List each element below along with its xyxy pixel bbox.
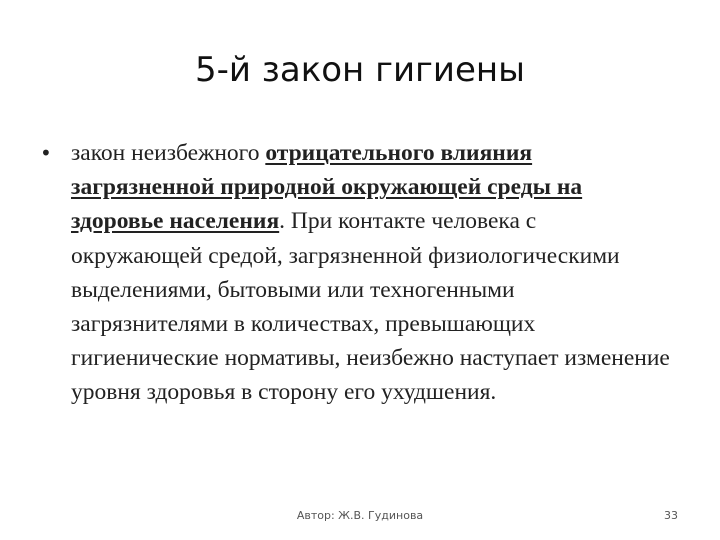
footer-author: Автор: Ж.В. Гудинова (296, 509, 424, 522)
text-continuation: . При контакте человека с окружающей средой, загрязненной физиологическими выделениями, бытовыми или техногенными загрязнителями в количествах, превышающих гигиенические нормативы, неизбежно наступает изменение уровня здоровья в сторону его ухудшения. (71, 208, 670, 406)
bullet-icon: • (40, 141, 52, 165)
bullet-text (71, 136, 671, 410)
text-intro: закон неизбежного (71, 140, 266, 166)
slide-title: 5-й закон гигиены (194, 50, 525, 90)
bullet-item (40, 136, 680, 410)
slide-body (40, 136, 680, 410)
emphasized-text: отрицательного влияния загрязненной природной окружающей среды на здоровье населения (71, 140, 583, 235)
page-number: 33 (664, 509, 678, 522)
